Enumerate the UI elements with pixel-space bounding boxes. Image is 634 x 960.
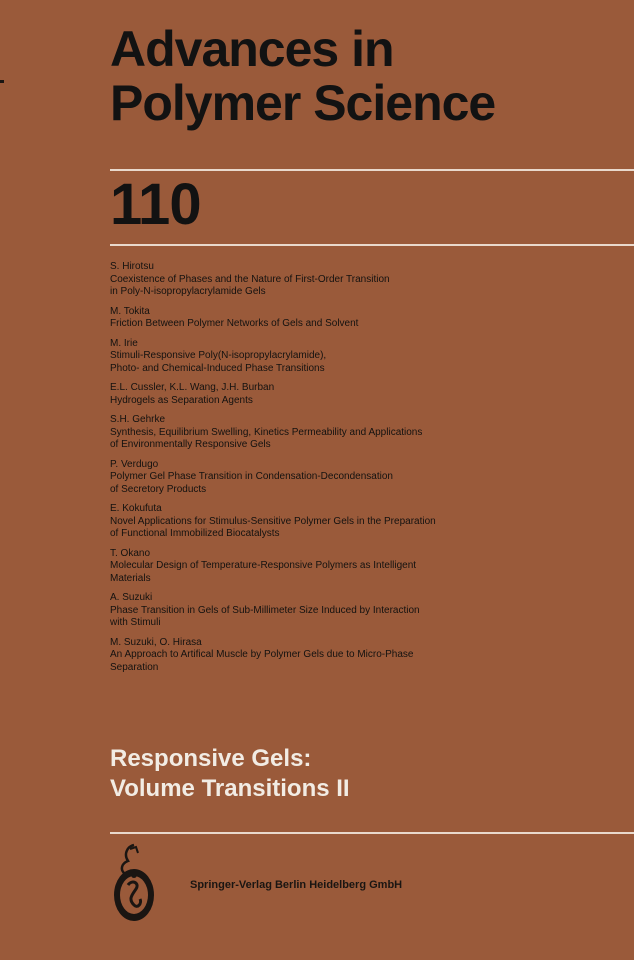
contents-entry xyxy=(110,261,550,299)
entry-title-line: Hydrogels as Separation Agents xyxy=(110,394,253,406)
entry-title-line: with Stimuli xyxy=(110,617,161,628)
entry-title-line: of Secretory Products xyxy=(110,483,207,495)
bottom-divider xyxy=(110,832,634,834)
entry-title-line: Separation xyxy=(110,661,159,673)
entry-authors: P. Verdugo xyxy=(110,458,159,470)
series-title-line-2: Polymer Science xyxy=(110,75,496,131)
entry-title-line: of Functional Immobilized Biocatalysts xyxy=(110,528,280,539)
entry-title-line: Molecular Design of Temperature-Responsive Polymers as Intelligent xyxy=(110,560,417,571)
entry-title-line: Coexistence of Phases and the Nature of First-Order Transition xyxy=(110,273,390,285)
subtitle-line-1: Responsive Gels: xyxy=(110,745,312,772)
contents-entry xyxy=(110,382,550,407)
springer-knight-logo-icon xyxy=(108,843,160,929)
series-title xyxy=(110,22,495,130)
entry-authors: S. Hirotsu xyxy=(110,261,154,272)
contents-entry xyxy=(110,637,550,675)
entry-authors: M. Suzuki, O. Hirasa xyxy=(110,636,202,648)
entry-title-line: Synthesis, Equilibrium Swelling, Kinetics Permeability and Applications xyxy=(110,426,423,438)
entry-title-line: in Poly-N-isopropylacrylamide Gels xyxy=(110,286,266,297)
entry-authors: A. Suzuki xyxy=(110,592,153,603)
volume-number: 110 xyxy=(110,172,201,237)
edge-mark xyxy=(0,80,4,83)
contents-entry xyxy=(110,306,550,331)
series-title-line-1: Advances in xyxy=(110,21,394,77)
contents-entry xyxy=(110,548,550,586)
entry-authors: E.L. Cussler, K.L. Wang, J.H. Burban xyxy=(110,382,275,393)
entry-title-line: An Approach to Artifical Muscle by Polymer Gels due to Micro-Phase xyxy=(110,649,414,660)
entry-authors: S.H. Gehrke xyxy=(110,414,166,425)
contents-entry xyxy=(110,459,550,497)
entry-title-line: Phase Transition in Gels of Sub-Millimeter Size Induced by Interaction xyxy=(110,604,420,616)
entry-title-line: Photo- and Chemical-Induced Phase Transitions xyxy=(110,362,325,374)
top-divider xyxy=(110,169,634,171)
volume-subtitle xyxy=(110,744,350,804)
entry-authors: T. Okano xyxy=(110,547,151,559)
contents-entry xyxy=(110,503,550,541)
entry-title-line: of Environmentally Responsive Gels xyxy=(110,439,271,450)
entry-title-line: Polymer Gel Phase Transition in Condensation-Decondensation xyxy=(110,471,393,482)
publisher-name: Springer-Verlag Berlin Heidelberg GmbH xyxy=(190,879,403,891)
contents-entry xyxy=(110,414,550,452)
entry-authors: E. Kokufuta xyxy=(110,503,162,514)
entry-authors: M. Tokita xyxy=(110,305,150,317)
entry-title-line: Novel Applications for Stimulus-Sensitive Polymer Gels in the Preparation xyxy=(110,515,436,527)
subtitle-line-2: Volume Transitions II xyxy=(110,775,350,802)
entry-title-line: Stimuli-Responsive Poly(N-isopropylacrylamide), xyxy=(110,350,327,361)
contents-list xyxy=(110,261,550,681)
entry-title-line: Friction Between Polymer Networks of Gels and Solvent xyxy=(110,318,359,329)
contents-entry xyxy=(110,338,550,376)
entry-title-line: Materials xyxy=(110,572,151,584)
entry-authors: M. Irie xyxy=(110,337,138,349)
contents-entry xyxy=(110,592,550,630)
middle-divider xyxy=(110,244,634,246)
